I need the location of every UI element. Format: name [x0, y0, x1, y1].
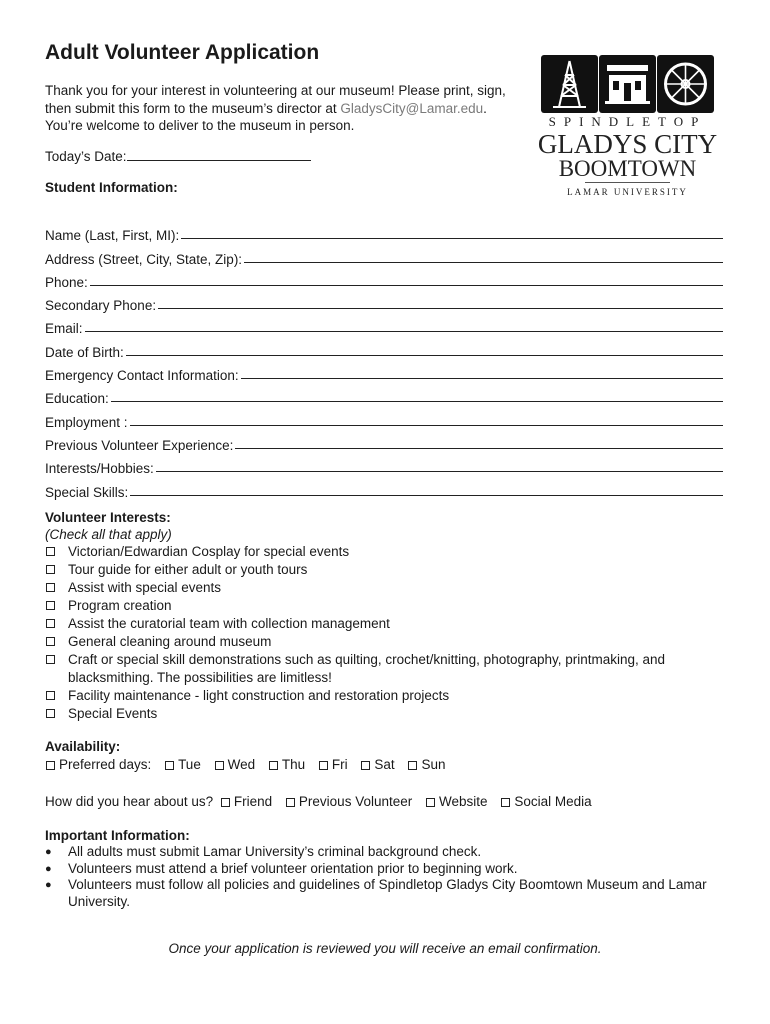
intro-line-1: Thank you for your interest in volunteering at our museum! Please print, sign, [45, 83, 506, 98]
logo-spindletop-text: SPINDLETOP [548, 114, 707, 129]
interest-option-program-creation[interactable] [45, 597, 725, 615]
check-all-hint: (Check all that apply) [45, 527, 172, 542]
day-label: Wed [227, 757, 256, 772]
email-field[interactable] [45, 313, 723, 336]
day-option-sun[interactable] [408, 757, 445, 772]
gladys-city-logo [535, 55, 720, 200]
logo-gladys-city-text: GLADYS CITY [537, 129, 718, 159]
day-label: Tue [178, 757, 201, 772]
special-skills-field[interactable] [45, 476, 723, 499]
director-email-link[interactable]: GladysCity@Lamar.edu [340, 100, 484, 116]
checkbox[interactable] [215, 761, 224, 770]
student-information-heading: Student Information: [45, 180, 178, 195]
date-of-birth-field[interactable] [45, 336, 723, 359]
intro-line-2-text: then submit this form to the museum’s director at [45, 100, 341, 116]
day-label: Fri [331, 757, 348, 772]
availability-heading: Availability: [45, 739, 121, 754]
checkbox[interactable] [46, 565, 55, 574]
day-option-tue[interactable] [165, 757, 201, 772]
referral-source-row [45, 794, 592, 809]
secondary-phone-field[interactable] [45, 290, 723, 313]
checkbox[interactable] [46, 619, 55, 628]
field-line[interactable] [126, 355, 723, 356]
referral-option-social-media[interactable] [501, 794, 591, 809]
list-item-text: Volunteers must follow all policies and guidelines of Spindletop Gladys City Boomtown Museum and Lamar University. [68, 877, 707, 909]
previous-volunteer-experience-field[interactable] [45, 430, 723, 453]
logo-boomtown-text: BOOMTOWN [558, 156, 697, 181]
intro-line-2 [45, 100, 525, 118]
day-option-wed[interactable] [215, 757, 256, 772]
option-label: Assist the curatorial team with collection management [68, 616, 390, 631]
checkbox[interactable] [46, 637, 55, 646]
interests-hobbies-field[interactable] [45, 453, 723, 476]
education-field[interactable] [45, 383, 723, 406]
referral-question: How did you hear about us? [45, 794, 214, 809]
field-line[interactable] [241, 378, 723, 379]
checkbox[interactable] [426, 798, 435, 807]
checkbox[interactable] [269, 761, 278, 770]
checkbox[interactable] [46, 655, 55, 664]
field-line[interactable] [235, 448, 723, 449]
checkbox[interactable] [46, 691, 55, 700]
day-label: Sat [374, 757, 395, 772]
field-line[interactable] [158, 308, 723, 309]
interest-option-special-events-assist[interactable] [45, 579, 725, 597]
phone-field[interactable] [45, 267, 723, 290]
day-option-thu[interactable] [269, 757, 305, 772]
derrick-icon [541, 55, 598, 113]
checkbox[interactable] [165, 761, 174, 770]
form-title: Adult Volunteer Application [45, 41, 320, 64]
interest-option-curatorial[interactable] [45, 615, 725, 633]
option-label: Previous Volunteer [298, 794, 413, 809]
field-label: Secondary Phone: [45, 298, 157, 314]
field-label: Interests/Hobbies: [45, 461, 154, 477]
field-line[interactable] [130, 495, 723, 496]
option-label: Victorian/Edwardian Cosplay for special events [68, 544, 350, 559]
field-label: Special Skills: [45, 484, 129, 500]
option-label: Friend [233, 794, 273, 809]
list-item [45, 861, 730, 878]
list-item [45, 844, 730, 861]
option-label: General cleaning around museum [68, 634, 272, 649]
referral-option-previous-volunteer[interactable] [286, 794, 412, 809]
field-line[interactable] [156, 471, 723, 472]
emergency-contact-field[interactable] [45, 360, 723, 383]
employment-field[interactable] [45, 406, 723, 429]
option-label: Website [439, 794, 488, 809]
checkbox[interactable] [361, 761, 370, 770]
important-information-section [45, 827, 730, 910]
interest-option-craft-demonstrations[interactable] [45, 651, 725, 687]
logo-divider [585, 182, 670, 183]
field-line[interactable] [90, 285, 723, 286]
todays-date-field[interactable] [45, 148, 311, 164]
list-item [45, 877, 730, 910]
field-line[interactable] [130, 425, 723, 426]
checkbox[interactable] [501, 798, 510, 807]
option-label: Tour guide for either adult or youth tours [68, 562, 308, 577]
todays-date-label: Today’s Date: [45, 149, 127, 164]
field-label: Address (Street, City, State, Zip): [45, 251, 243, 267]
bullet-icon: ● [45, 846, 52, 858]
checkbox[interactable] [46, 547, 55, 556]
option-label: Social Media [514, 794, 592, 809]
day-option-fri[interactable] [319, 757, 348, 772]
address-field[interactable] [45, 243, 723, 266]
checkbox[interactable] [221, 798, 230, 807]
field-label: Emergency Contact Information: [45, 368, 239, 384]
field-label: Name (Last, First, MI): [45, 228, 180, 244]
name-field[interactable] [45, 220, 723, 243]
intro-line-3: You’re welcome to deliver to the museum in person. [45, 118, 355, 133]
option-label: Special Events [68, 706, 158, 721]
checkbox[interactable] [319, 761, 328, 770]
checkbox[interactable] [46, 601, 55, 610]
bullet-icon: ● [45, 862, 52, 875]
day-label: Sun [421, 757, 446, 772]
field-label: Previous Volunteer Experience: [45, 437, 234, 453]
intro-line-2-end: . [483, 100, 487, 116]
student-info-fields [45, 220, 723, 500]
field-line[interactable] [244, 262, 723, 263]
preferred-days-checkbox[interactable] [46, 761, 55, 770]
house-icon [599, 55, 656, 113]
checkbox[interactable] [46, 583, 55, 592]
preferred-days-label: Preferred days: [59, 757, 152, 772]
preferred-days-row [45, 757, 445, 772]
checkbox[interactable] [46, 709, 55, 718]
interest-option-tour-guide[interactable] [45, 561, 725, 579]
wagon-wheel-icon [657, 55, 714, 113]
option-label: Facility maintenance - light construction and restoration projects [68, 688, 450, 703]
interest-option-cleaning[interactable] [45, 633, 725, 651]
list-item-text: Volunteers must attend a brief volunteer orientation prior to beginning work. [68, 860, 518, 876]
intro-text [45, 82, 525, 135]
field-label: Date of Birth: [45, 344, 124, 360]
field-line[interactable] [111, 401, 723, 402]
field-line[interactable] [85, 331, 723, 332]
volunteer-interests-section [45, 509, 725, 723]
important-information-heading: Important Information: [45, 828, 190, 843]
field-label: Phone: [45, 274, 88, 290]
day-label: Thu [281, 757, 306, 772]
interest-option-cosplay[interactable] [45, 543, 725, 561]
referral-option-website[interactable] [426, 794, 488, 809]
checkbox[interactable] [286, 798, 295, 807]
option-label: Craft or special skill demonstrations such as quilting, crochet/knitting, photography, printmaking, and blacksmithing. The possibilities are limitless! [68, 652, 666, 685]
referral-option-friend[interactable] [221, 794, 272, 809]
bullet-icon: ● [45, 879, 52, 891]
field-line[interactable] [181, 238, 723, 239]
field-label: Email: [45, 321, 83, 337]
confirmation-note: Once your application is reviewed you will receive an email confirmation. [168, 941, 602, 956]
logo-university-text: LAMAR UNIVERSITY [567, 187, 688, 197]
field-label: Employment : [45, 414, 128, 430]
interest-option-special-events[interactable] [45, 705, 725, 723]
field-label: Education: [45, 391, 109, 407]
volunteer-interests-heading: Volunteer Interests: [45, 510, 171, 525]
checkbox[interactable] [408, 761, 417, 770]
todays-date-line[interactable] [127, 148, 311, 161]
interest-option-facility-maintenance[interactable] [45, 687, 725, 705]
option-label: Program creation [68, 598, 172, 613]
day-option-sat[interactable] [361, 757, 394, 772]
availability-section [45, 739, 445, 772]
option-label: Assist with special events [68, 580, 222, 595]
list-item-text: All adults must submit Lamar University’s criminal background check. [68, 844, 482, 859]
